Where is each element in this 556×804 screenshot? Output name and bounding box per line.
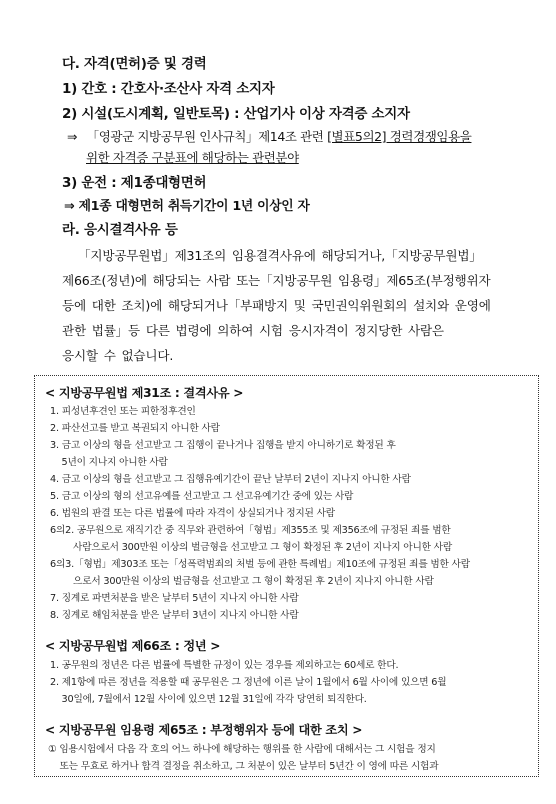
article31-title: < 지방공무원법 제31조 : 결격사유 > (45, 386, 244, 400)
heading-disqualification: 라. 응시결격사유 등 (62, 222, 178, 238)
article31-item: 5년이 지나지 아니한 사람 (50, 457, 168, 468)
facility-note-line1 (67, 127, 471, 145)
article31-item: 사람으로서 300만원 이상의 벌금형을 선고받고 그 형이 확정된 후 2년이 지나지 아니한 사람 (50, 542, 452, 553)
article31-item: 6의3.「형법」제303조 또는「성폭력범죄의 처벌 등에 관한 특례법」제10조에 규정된 죄를 범한 사람 (50, 559, 470, 570)
facility-note-line2: 위한 자격증 구분표에 해당하는 관련분야 (86, 150, 299, 165)
decree65-title: < 지방공무원 임용령 제65조 : 부정행위자 등에 대한 조치 > (45, 723, 363, 737)
article66-item: 1. 공무원의 정년은 다른 법률에 특별한 규정이 있는 경우를 제외하고는 60세로 한다. (50, 660, 399, 671)
article31-item: 3. 금고 이상의 형을 선고받고 그 집행이 끝나거나 집행을 받지 아니하기로 확정된 후 (50, 440, 396, 451)
article31-item: 4. 금고 이상의 형을 선고받고 그 집행유예기간이 끝난 날부터 2년이 지나지 아니한 사람 (50, 474, 411, 485)
item-driving: 3) 운전 : 제1종대형면허 (62, 175, 207, 191)
heading-qualification: 다. 자격(면허)증 및 경력 (62, 56, 207, 72)
article31-item: 5. 금고 이상의 형의 선고유예를 선고받고 그 선고유예기간 중에 있는 사람 (50, 491, 354, 502)
decree65-item: 또는 무효로 하거나 합격 결정을 취소하고, 그 처분이 있은 날부터 5년간 이 영에 따른 시험과 (48, 761, 439, 772)
paragraph-line: 「지방공무원법」제31조의 임용결격사유에 해당되거나,「지방공무원법」 (78, 248, 482, 263)
paragraph-line: 제66조(정년)에 해당되는 사람 또는「지방공무원 임용령」제65조(부정행위자 (62, 273, 491, 288)
article31-item: 으로서 300만원 이상의 벌금형을 선고받고 그 형이 확정된 후 2년이 지나지 아니한 사람 (50, 576, 434, 587)
paragraph-line: 응시할 수 없습니다. (62, 348, 174, 363)
decree65-item: ① 임용시험에서 다음 각 호의 어느 하나에 해당하는 행위를 한 사람에 대해서는 그 시험을 정지 (48, 744, 436, 755)
article31-item: 8. 징계로 해임처분을 받은 날부터 3년이 지나지 아니한 사람 (50, 610, 299, 621)
item-nursing: 1) 간호 : 간호사·조산사 자격 소지자 (62, 81, 275, 97)
appendix-link[interactable]: [별표5의2] 경력경쟁임용을 (327, 129, 472, 144)
article31-item: 1. 피성년후견인 또는 피한정후견인 (50, 406, 196, 417)
article66-item: 2. 제1항에 따른 정년을 적용할 때 공무원은 그 정년에 이른 날이 1월에서 6월 사이에 있으면 6월 (50, 677, 447, 688)
facility-note-text: 「영광군 지방공무원 인사규칙」제14조 관련 (86, 129, 328, 144)
article66-title: < 지방공무원법 제66조 : 정년 > (45, 639, 221, 653)
article31-item: 2. 파산선고를 받고 복권되지 아니한 사람 (50, 423, 220, 434)
paragraph-line: 관한 법률」등 다른 법령에 의하여 시험 응시자격이 정지당한 사람은 (62, 323, 444, 338)
arrow-icon: ⇒ (67, 129, 78, 144)
driving-note: ⇒ 제1종 대형면허 취득기간이 1년 이상인 자 (64, 199, 310, 214)
article31-item: 6. 법원의 판결 또는 다른 법률에 따라 자격이 상실되거나 정지된 사람 (50, 508, 335, 519)
article31-item: 6의2. 공무원으로 재직기간 중 직무와 관련하여「형법」제355조 및 제356조에 규정된 죄를 범한 (50, 525, 451, 536)
article66-item: 30일에, 7월에서 12월 사이에 있으면 12월 31일에 각각 당연히 퇴직한다. (50, 694, 367, 705)
article31-item: 7. 징계로 파면처분을 받은 날부터 5년이 지나지 아니한 사람 (50, 593, 299, 604)
paragraph-line: 등에 대한 조치)에 해당되거나「부패방지 및 국민권익위원회의 설치와 운영에 (62, 298, 491, 313)
item-facility: 2) 시설(도시계획, 일반토목) : 산업기사 이상 자격증 소지자 (62, 106, 410, 122)
